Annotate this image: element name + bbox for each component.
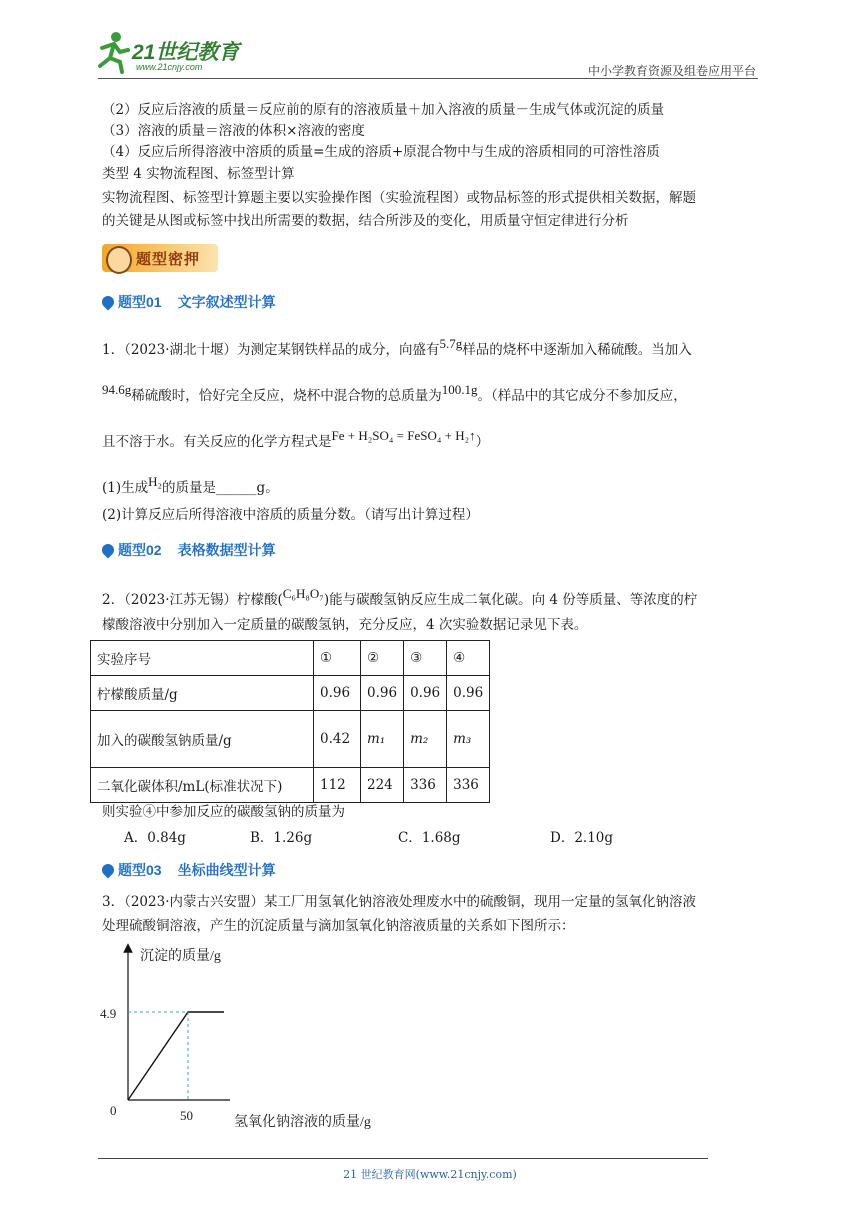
table-cell: 0.42 xyxy=(314,711,361,768)
q1-mass-sample: 5.7g xyxy=(439,336,463,351)
intro-line-4: （4）反应后所得溶液中溶质的质量=生成的溶质+原混合物中与生成的溶质相同的可溶性溶质 xyxy=(102,144,660,160)
q1-line-2 xyxy=(102,382,687,406)
header-divider xyxy=(98,78,758,79)
table-cell: ④ xyxy=(447,641,490,676)
q1-equation: Fe + H₂SO₄ = FeSO₄ + H₂↑ xyxy=(331,428,476,443)
intro-line-3: （3）溶液的质量＝溶液的体积×溶液的密度 xyxy=(102,123,365,139)
q2-question: 则实验④中参加反应的碳酸氢钠的质量为 xyxy=(102,804,345,820)
location-pin-icon xyxy=(100,542,117,559)
q3-line-1: 3．（2023·内蒙古兴安盟）某工厂用氢氧化钠溶液处理废水中的硫酸铜，现用一定量的氢氧化钠溶液 xyxy=(102,894,696,910)
table-row xyxy=(91,711,490,768)
section-label: 题型03 xyxy=(118,862,162,878)
logo-main-text: 21世纪教育 xyxy=(132,41,240,64)
location-pin-icon xyxy=(100,294,117,311)
q1-mass-total: 100.1g xyxy=(441,382,478,397)
table-cell: 实验序号 xyxy=(91,641,314,676)
section-heading-03 xyxy=(102,860,276,880)
section-title: 文字叙述型计算 xyxy=(177,294,276,310)
q3-line-2: 处理硫酸铜溶液，产生的沉淀质量与滴加氢氧化钠溶液质量的关系如下图所示： xyxy=(102,918,575,934)
precipitate-chart xyxy=(100,940,420,1140)
section-title: 坐标曲线型计算 xyxy=(177,862,276,878)
cartoon-face-icon xyxy=(106,246,132,274)
q1-text: 样品的烧杯中逐渐加入稀硫酸。当加入 xyxy=(462,342,692,358)
x-tick-label: 50 xyxy=(180,1108,193,1123)
option-c[interactable]: C．1.68g xyxy=(398,830,461,846)
footer-site: 21 世纪教育网(www.21cnjy.com) xyxy=(343,1168,517,1181)
table-row xyxy=(91,641,490,676)
question-type-badge xyxy=(102,244,218,272)
q1-line-3 xyxy=(102,428,490,452)
table-cell: 336 xyxy=(447,768,490,803)
site-logo xyxy=(92,30,262,76)
table-cell: 柠檬酸质量/g xyxy=(91,676,314,711)
option-a[interactable]: A．0.84g xyxy=(124,830,186,846)
intro-line-2: （2）反应后溶液的质量＝反应前的原有的溶液质量＋加入溶液的质量－生成气体或沉淀的质量 xyxy=(102,102,665,118)
q1-text: 稀硫酸时，恰好完全反应，烧杯中混合物的总质量为 xyxy=(131,388,442,404)
table-cell: ② xyxy=(361,641,404,676)
section-heading-02 xyxy=(102,540,276,560)
table-cell: m₃ xyxy=(447,711,490,768)
q1-text: 且不溶于水。有关反应的化学方程式是 xyxy=(102,434,332,450)
y-tick-label: 4.9 xyxy=(100,1006,117,1021)
table-cell: 0.96 xyxy=(361,676,404,711)
table-cell: 336 xyxy=(404,768,447,803)
q2-citric-formula: C₆H₈O₇ xyxy=(282,586,324,601)
table-cell: ③ xyxy=(404,641,447,676)
logo-url-text: www.21cnjy.com xyxy=(136,62,203,72)
table-cell: 112 xyxy=(314,768,361,803)
q2-text: )能与碳酸氢钠反应生成二氧化碳。向 4 份等质量、等浓度的柠 xyxy=(323,592,698,608)
y-axis-label: 沉淀的质量/g xyxy=(140,949,221,964)
table-cell: 加入的碳酸氢钠质量/g xyxy=(91,711,314,768)
q1-mass-acid: 94.6g xyxy=(102,382,132,397)
q2-text: 2．（2023·江苏无锡）柠檬酸( xyxy=(102,592,283,608)
badge-label: 题型密押 xyxy=(136,251,201,268)
q1-line-1 xyxy=(102,336,692,360)
q1-text: 。（样品中的其它成分不参加反应， xyxy=(477,388,687,404)
q1-sub-text: (1)生成 xyxy=(102,480,149,496)
q1-sub-text: 的质量是______g。 xyxy=(162,480,279,496)
q2-line-2: 檬酸溶液中分别加入一定质量的碳酸氢钠，充分反应，4 次实验数据记录见下表。 xyxy=(102,617,588,633)
q1-h2-formula: H₂ xyxy=(148,474,163,489)
table-cell: ① xyxy=(314,641,361,676)
type4-desc-2: 的关键是从图或标签中找出所需要的数据，结合所涉及的变化，用质量守恒定律进行分析 xyxy=(102,213,629,229)
runner-logo-icon xyxy=(92,30,132,74)
section-heading-01 xyxy=(102,292,276,312)
table-cell: 0.96 xyxy=(314,676,361,711)
table-cell: 0.96 xyxy=(404,676,447,711)
location-pin-icon xyxy=(100,862,117,879)
q2-line-1 xyxy=(102,586,698,610)
table-cell: m₁ xyxy=(361,711,404,768)
table-row xyxy=(91,768,490,803)
table-cell: 二氧化碳体积/mL(标准状况下) xyxy=(91,768,314,803)
q1-sub-2: (2)计算反应后所得溶液中溶质的质量分数。（请写出计算过程） xyxy=(102,507,479,523)
precipitate-line xyxy=(128,1012,224,1100)
q1-text: 1．（2023·湖北十堰）为测定某钢铁样品的成分，向盛有 xyxy=(102,342,440,358)
experiment-table xyxy=(90,640,490,803)
section-label: 题型02 xyxy=(118,542,162,558)
table-cell: m₂ xyxy=(404,711,447,768)
footer-divider xyxy=(98,1158,708,1159)
origin-label: 0 xyxy=(110,1103,117,1118)
header-platform-name: 中小学教育资源及组卷应用平台 xyxy=(587,64,756,78)
table-cell: 0.96 xyxy=(447,676,490,711)
section-title: 表格数据型计算 xyxy=(177,542,276,558)
type4-desc-1: 实物流程图、标签型计算题主要以实验操作图（实验流程图）或物品标签的形式提供相关数据，解题 xyxy=(102,190,696,206)
q1-text: ） xyxy=(475,434,490,450)
option-d[interactable]: D．2.10g xyxy=(550,830,614,846)
type4-heading: 类型 4 实物流程图、标签型计算 xyxy=(102,166,295,182)
option-b[interactable]: B．1.26g xyxy=(250,830,313,846)
table-cell: 224 xyxy=(361,768,404,803)
x-axis-label: 氢氧化钠溶液的质量/g xyxy=(234,1115,371,1130)
q1-sub-1 xyxy=(102,474,279,498)
section-label: 题型01 xyxy=(118,294,162,310)
table-row xyxy=(91,676,490,711)
